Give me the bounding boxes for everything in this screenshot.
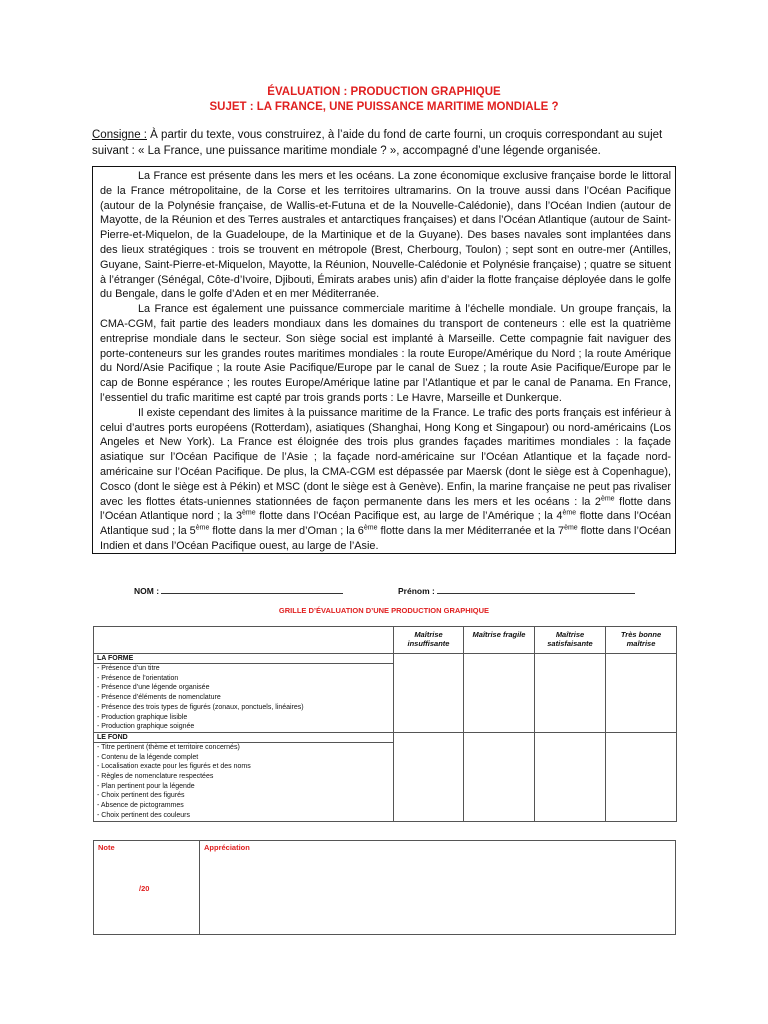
text-part: flotte dans l’Océan Atlantique nord ; la 3	[100, 495, 671, 523]
text-part: flotte dans l’Océan Pacifique est, au large de l’Amérique ; la 4	[255, 510, 563, 523]
criterion-item: - Présence d’éléments de nomenclature	[97, 694, 221, 702]
nom-line[interactable]	[161, 585, 343, 594]
criterion-item: - Plan pertinent pour la légende	[97, 782, 195, 790]
grid-title: GRILLE D’ÉVALUATION D’UNE PRODUCTION GRAPHIQUE	[278, 606, 490, 615]
grid-header-col-1: Maîtrise insuffisante	[394, 627, 464, 654]
forme-items	[94, 664, 394, 733]
grid-cell[interactable]	[606, 654, 677, 733]
superscript: ème	[564, 524, 578, 532]
note-divider	[199, 841, 200, 934]
document-subject: SUJET : LA FRANCE, UNE PUISSANCE MARITIME MONDIALE ?	[209, 101, 559, 113]
grid-cell[interactable]	[535, 732, 606, 821]
section-row-fond	[94, 732, 677, 742]
note-label: Note	[98, 843, 115, 852]
evaluation-grid	[93, 626, 677, 822]
text-part: flotte dans l’Océan Atlantique sud ; la 5	[100, 510, 672, 538]
source-text-box	[92, 166, 676, 554]
grid-cell[interactable]	[535, 654, 606, 733]
text-paragraph-3	[100, 406, 671, 554]
section-row-forme	[94, 654, 677, 664]
consigne-text: À partir du texte, vous construirez, à l’aide du fond de carte fourni, un croquis correspondant au sujet suivant : « La France, une puissance maritime mondiale ? », accompagné d’une légende organisée.	[92, 129, 663, 157]
grid-header-empty	[94, 627, 394, 654]
criterion-item: - Production graphique lisible	[97, 713, 188, 721]
criterion-item: - Présence des trois types de figurés (zonaux, ponctuels, linéaires)	[97, 703, 304, 711]
criterion-item: - Titre pertinent (thème et territoire concernés)	[97, 743, 240, 751]
superscript: ème	[195, 524, 210, 532]
prenom-field[interactable]	[398, 585, 635, 596]
grid-cell[interactable]	[394, 732, 464, 821]
grid-cell[interactable]	[464, 654, 535, 733]
superscript: ème	[242, 509, 256, 517]
superscript: ème	[600, 494, 615, 502]
text-part: flotte dans la mer Méditerranée et la 7	[377, 525, 565, 538]
criterion-item: - Absence de pictogrammes	[97, 802, 184, 810]
fond-items	[94, 742, 394, 821]
appreciation-label: Appréciation	[204, 843, 250, 852]
grid-cell[interactable]	[606, 732, 677, 821]
criterion-item: - Contenu de la légende complet	[97, 753, 199, 761]
criterion-item: - Présence de l’orientation	[97, 674, 179, 682]
superscript: ème	[562, 509, 577, 517]
criterion-item: - Choix pertinent des couleurs	[97, 811, 190, 819]
consigne-label: Consigne :	[92, 129, 147, 141]
grid-header-col-4: Très bonne maîtrise	[606, 627, 677, 654]
text-part: Il existe cependant des limites à la puissance maritime de la France. Le trafic des ports français est inférieur à celui d’autres ports européens (Rotterdam), asiatiques (Shanghai, Hong Kong et Singapour) ou nord-américains (Los Angeles et New York). La France est éloignée des trois plus grandes façades maritimes mondiales : la façade asiatique sur l’Océan Pacifique de l’Asie ; la façade nord-américaine sur l’Océan Atlantique et la façade nord-américaine sur l’Océan Pacifique. De plus, la CMA-CGM est dépassée par Maersk (dont le siège est à Copenhague), Cosco (dont le siège est à Pékin) et MSC (dont le siège est à Genève). Enfin, la marine française ne peut pas rivaliser avec les flottes états-uniennes stationnées de façon permanente dans les mers et les océans : la 2	[100, 406, 671, 508]
consigne	[92, 127, 682, 159]
grid-header-row	[94, 627, 677, 654]
text-part: flotte dans l’Océan Indien et dans l’Océan Pacifique ouest, au large de l’Asie.	[100, 525, 671, 552]
nom-field[interactable]	[134, 585, 343, 596]
grid-cell[interactable]	[394, 654, 464, 733]
grid-cell[interactable]	[464, 732, 535, 821]
criterion-item: - Présence d’un titre	[97, 665, 160, 672]
text-part: flotte dans la mer d’Oman ; la 6	[209, 525, 364, 538]
prenom-line[interactable]	[437, 585, 635, 594]
note-box	[93, 840, 676, 935]
text-paragraph-2: La France est également une puissance commerciale maritime à l’échelle mondiale. Un groupe français, la CMA-CGM, fait partie des leaders mondiaux dans les domaines du transport de conteneurs : elle est la quatrième entreprise mondiale dans le secteur. Son siège social est implanté à Marseille. Cette compagnie fait naviguer des porte-conteneurs sur les grandes routes maritimes mondiales : la route Europe/Amérique du Nord ; la route Amérique du Nord/Asie Pacifique ; la route Asie Pacifique/Europe par le canal de Suez ; la route Asie Pacifique/Europe par le cap de Bonne espérance ; les routes Europe/Amérique latine par l’Atlantique et par le canal de Panama. En France, l’essentiel du trafic maritime est capté par trois grands ports : Le Havre, Marseille et Dunkerque.	[100, 303, 671, 404]
nom-label: NOM :	[134, 586, 160, 596]
prenom-label: Prénom :	[398, 586, 435, 596]
grid-header-col-3: Maîtrise satisfaisante	[535, 627, 606, 654]
note-value[interactable]: /20	[139, 884, 150, 893]
superscript: ème	[363, 524, 378, 532]
criterion-item: - Présence d’une légende organisée	[97, 684, 210, 692]
grid-header-col-2: Maîtrise fragile	[464, 627, 535, 654]
criterion-item: - Règles de nomenclature respectées	[97, 773, 214, 781]
section-fond-label: LE FOND	[94, 732, 394, 742]
criterion-item: - Localisation exacte pour les figurés et des noms	[97, 763, 251, 771]
criterion-item: - Choix pertinent des figurés	[97, 792, 185, 800]
document-title: ÉVALUATION : PRODUCTION GRAPHIQUE	[267, 86, 501, 98]
section-forme-label: LA FORME	[94, 654, 394, 664]
criterion-item: - Production graphique soignée	[97, 723, 195, 731]
text-paragraph-1: La France est présente dans les mers et les océans. La zone économique exclusive française borde le littoral de la France métropolitaine, de la Corse et les territoires ultramarins. On la trouve aussi dans l’Océan Pacifique (autour de la Polynésie française, de Wallis-et-Futuna et de la Nouvelle-Calédonie), dans l’Océan Indien (autour de Mayotte, de la Réunion et des Terres australes et antarctiques françaises) et dans l’Océan Atlantique (autour de Saint-Pierre-et-Miquelon, de la Guadeloupe, de la Martinique et de la Guyane). Des bases navales sont implantées dans des lieux stratégiques : trois se trouvent en métropole (Brest, Cherbourg, Toulon) ; sept sont en outre-mer (Antilles, Guyane, Saint-Pierre-et-Miquelon, Mayotte, la Réunion, Nouvelle-Calédonie et Polynésie française) ; quatre se situent à l’étranger (Sénégal, Côte-d’Ivoire, Djibouti, Émirats arabes unis) afin d’aider la flotte française déployée dans le golfe du Bengale, dans le golfe d’Aden et en mer Méditerranée.	[100, 170, 671, 301]
